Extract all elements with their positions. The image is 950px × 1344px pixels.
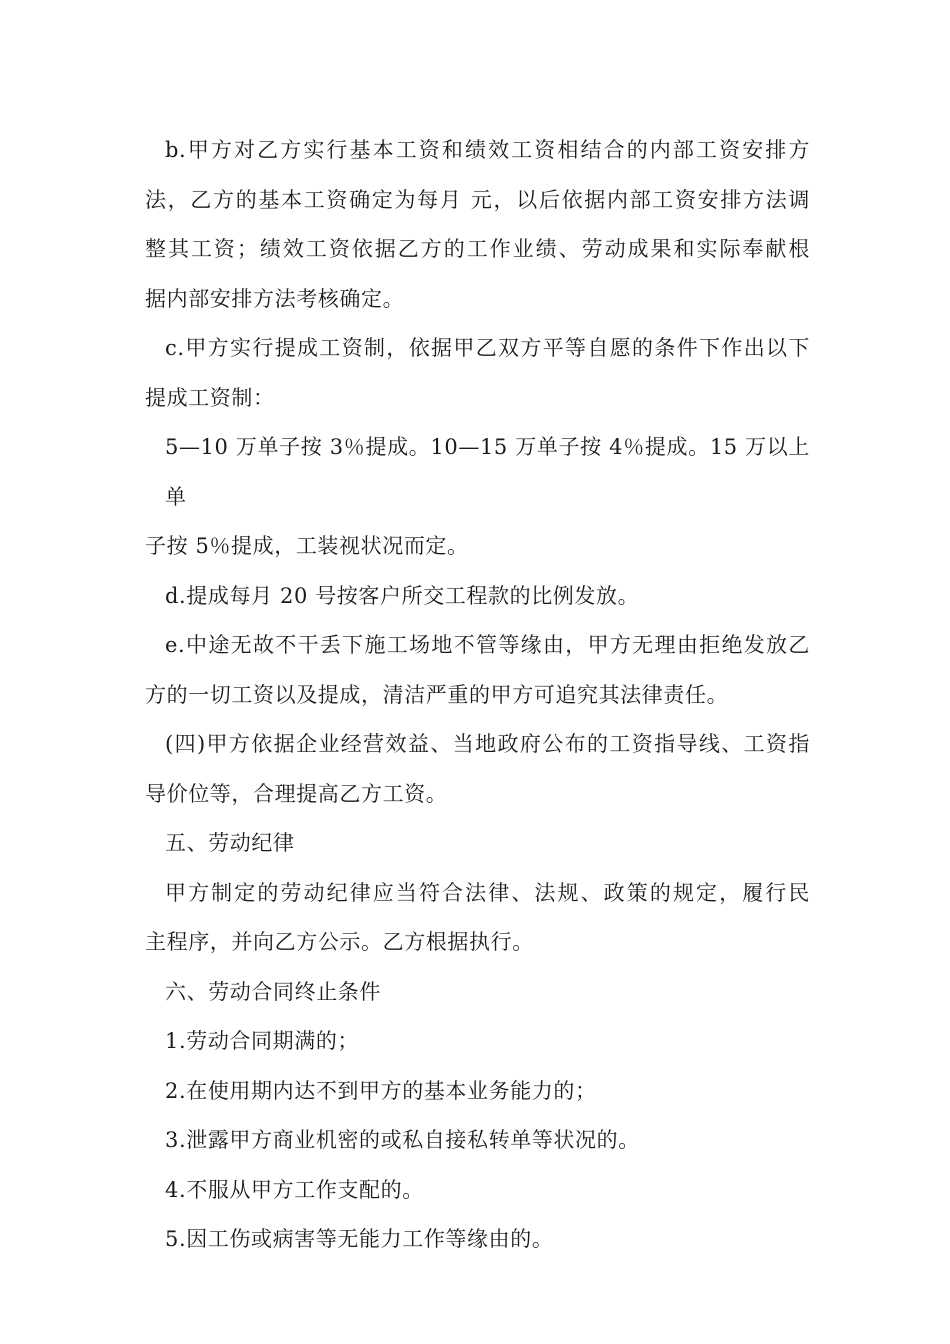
text-line: 提成工资制： [145, 385, 275, 410]
section-heading-five [145, 819, 810, 869]
text-line: 甲方制定的劳动纪律应当符合法律、法规、政策的规定，履行民 [165, 880, 810, 905]
text-line: d.提成每月 20 号按客户所交工程款的比例发放。 [165, 583, 640, 608]
text-line: 五、劳动纪律 [165, 831, 295, 855]
paragraph-b [145, 126, 810, 324]
text-line: 主程序，并向乙方公示。乙方根据执行。 [145, 930, 534, 954]
text-line: 3.泄露甲方商业机密的或私自接私转单等状况的。 [165, 1128, 640, 1152]
text-line: 4.不服从甲方工作支配的。 [165, 1177, 424, 1202]
paragraph-d [145, 572, 810, 622]
section-heading-six [145, 968, 810, 1018]
paragraph-e [145, 621, 810, 720]
paragraph-c [145, 324, 810, 423]
text-line: 整其工资；绩效工资依据乙方的工作业绩、劳动成果和实际奉献根 [145, 237, 810, 261]
text-line: 导价位等，合理提高乙方工资。 [145, 781, 448, 806]
paragraph-labor-discipline [145, 869, 810, 968]
text-line: b.甲方对乙方实行基本工资和绩效工资相结合的内部工资安排方 [165, 138, 810, 162]
text-line: 5—10 万单子按 3％提成。10—15 万单子按 4％提成。15 万以上单 [165, 435, 810, 509]
list-item-1 [145, 1017, 810, 1067]
text-line: 1.劳动合同期满的； [165, 1029, 360, 1053]
list-item-2 [145, 1067, 810, 1117]
list-item-5 [145, 1215, 810, 1265]
text-line: 法，乙方的基本工资确定为每月 元，以后依据内部工资安排方法调 [145, 187, 810, 212]
text-line: c.甲方实行提成工资制，依据甲乙双方平等自愿的条件下作出以下 [165, 336, 810, 360]
document-page [145, 126, 810, 1265]
text-line: 子按 5％提成，工装视状况而定。 [145, 534, 469, 558]
list-item-4 [145, 1166, 810, 1216]
text-line: e.中途无故不干丢下施工场地不管等缘由，甲方无理由拒绝发放乙 [165, 633, 810, 657]
text-line: 六、劳动合同终止条件 [165, 979, 381, 1004]
text-line: 5.因工伤或病害等无能力工作等缘由的。 [165, 1227, 554, 1251]
text-line: (四)甲方依据企业经营效益、当地政府公布的工资指导线、工资指 [165, 732, 810, 756]
paragraph-four [145, 720, 810, 819]
list-item-3 [145, 1116, 810, 1166]
text-line: 方的一切工资以及提成，清洁严重的甲方可追究其法律责任。 [145, 682, 729, 707]
paragraph-commission-rates [145, 423, 810, 572]
text-line: 2.在使用期内达不到甲方的基本业务能力的； [165, 1078, 597, 1103]
text-line: 据内部安排方法考核确定。 [145, 286, 405, 311]
